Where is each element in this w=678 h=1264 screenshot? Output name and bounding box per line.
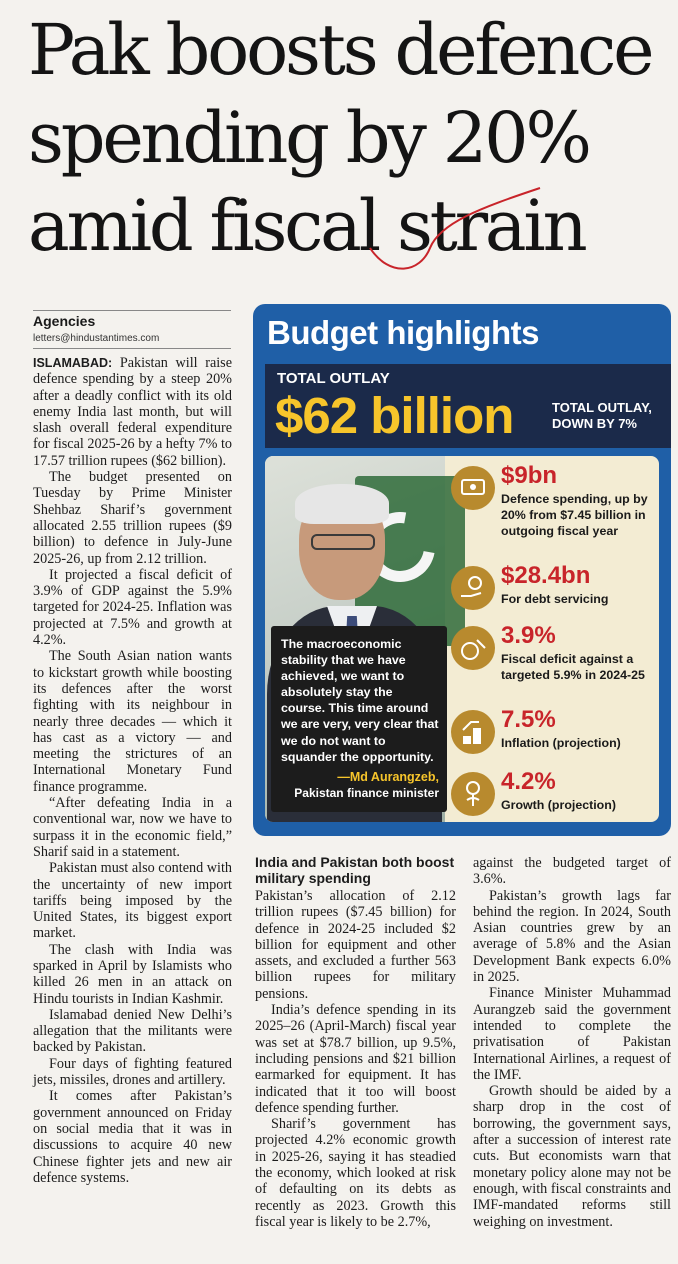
stat-description: Inflation (projection): [501, 736, 621, 750]
article-paragraph: It comes after Pakistan’s government announced on Friday on social media that it was in discussions to acquire 40 new Chinese fighter jets and new air defence systems.: [33, 1088, 232, 1186]
dateline: ISLAMABAD:: [33, 356, 113, 370]
total-outlay-label: TOTAL OUTLAY: [277, 370, 390, 387]
article-paragraph: It projected a fiscal deficit of 3.9% of GDP against the 5.9% targeted for 2024-25. Inflation was projected at 7.5% and growth at 4.2%.: [33, 566, 232, 649]
article-paragraph: India’s defence spending in its 2025–26 (April-March) fiscal year was set at $78.7 billion, up 9.5%, including pensions and $21 billion earmarked for equipment. It has indicated that it too will boost defence spending further.: [255, 1002, 456, 1116]
article-paragraph: “After defeating India in a conventional war, now we have to surpass it in the economic field,” Sharif said in a statement.: [33, 795, 232, 860]
headline-line-3: amid fiscal strain: [28, 185, 585, 267]
hand-coin-icon: [451, 566, 495, 610]
article-column-1: [33, 355, 232, 1186]
highlights-panel: [265, 456, 659, 822]
stat-description: Growth (projection): [501, 798, 616, 812]
paragraph-text: Pakistan will raise defence spending by a steep 20% after a deadly conflict with its old enemy India last month, but will slash overall federal expenditure for fiscal 2025-26 by a hefty 7% to 17.57 trillion rupees ($62 billion).: [33, 355, 233, 469]
glasses-shape: [311, 534, 375, 550]
article-paragraph: Pakistan’s growth lags far behind the region. In 2024, South Asian countries grew by an average of 5.8% and the Asian Development Bank expects 6.0% in 2025.: [473, 887, 671, 986]
article-paragraph: against the budgeted target of 3.6%.: [473, 855, 671, 888]
total-outlay-note: TOTAL OUTLAY, DOWN BY 7%: [552, 400, 652, 431]
article-paragraph: The South Asian nation wants to kickstart growth while boosting its defences after the worst fighting with its neighbour in nearly three decades — which it has cast as a victory — and meeting the strictures of an International Monetary Fund finance programme.: [33, 648, 232, 795]
stat-description: Defence spending, up by 20% from $7.45 billion in outgoing fiscal year: [501, 492, 648, 538]
headline-line-1: Pak boosts defence: [28, 9, 652, 91]
budget-title: Budget highlights: [267, 314, 539, 351]
stat-value: 7.5%: [501, 706, 556, 733]
byline: [33, 310, 231, 349]
article-paragraph: Sharif’s government has projected 4.2% economic growth in 2025-26, saying it has steadied the economy, which looked at risk of defaulting on its debts as recently as 2023. Growth this fiscal year is likely to be 2.7%,: [255, 1116, 456, 1230]
total-outlay-band: [265, 364, 671, 448]
stat-description: Fiscal deficit against a targeted 5.9% in 2024-25: [501, 652, 645, 682]
article-paragraph: Four days of fighting featured jets, missiles, drones and artillery.: [33, 1055, 232, 1089]
article-paragraph: Islamabad denied New Delhi’s allegation that the militants were backed by Pakistan.: [33, 1006, 232, 1056]
plant-coin-icon: [451, 772, 495, 816]
byline-email: letters@hindustantimes.com: [33, 333, 231, 349]
total-outlay-value: $62 billion: [275, 387, 514, 444]
quote-role: Pakistan finance minister: [294, 785, 439, 800]
stat-description: For debt servicing: [501, 592, 609, 606]
headline: [28, 6, 673, 270]
stat-value: $9bn: [501, 462, 558, 489]
article-paragraph: [33, 355, 232, 469]
headline-line-2: spending by 20%: [28, 97, 589, 179]
article-paragraph: Pakistan’s allocation of 2.12 trillion rupees ($7.45 billion) for defence in 2024-25 included $2 billion for equipment and other assets, and excluded a further 563 billion rupees for military pensions.: [255, 888, 456, 1002]
hair-shape: [295, 484, 389, 524]
stat-value: 3.9%: [501, 622, 556, 649]
article-paragraph: The clash with India was sparked in April by Islamists who killed 26 men in an attack on Hindu tourists in Indian Kashmir.: [33, 941, 232, 1007]
money-bill-icon: [451, 466, 495, 510]
stat-value: $28.4bn: [501, 562, 591, 589]
money-bag-decline-icon: [451, 626, 495, 670]
budget-highlights-box: [253, 304, 671, 836]
quote-text: The macroeconomic stability that we have achieved, we want to absolutely stay the course. This time around we are very, very clear that we do not want to squander the opportunity.: [281, 637, 439, 764]
byline-agency: Agencies: [33, 313, 96, 329]
article-paragraph: The budget presented on Tuesday by Prime Minister Shehbaz Sharif’s government allocated 2.55 trillion rupees ($9 billion) to defence in July-June 2025-26, up from 2.12 trillion.: [33, 469, 232, 567]
article-paragraph: Growth should be aided by a sharp drop in the cost of borrowing, the government says, after a succession of interest rate cuts. But economists warn that monetary policy alone may not be enough, with fiscal constraints and IMF-mandated reforms still weighing on investment.: [473, 1083, 671, 1230]
quote-attribution: —Md Aurangzeb,: [337, 769, 439, 784]
section-subhead: India and Pakistan both boost military spending: [255, 854, 455, 886]
minister-quote: [271, 626, 447, 812]
stat-value: 4.2%: [501, 768, 556, 795]
article-column-3: [473, 855, 671, 1230]
red-scribble-mark: [360, 178, 550, 278]
article-paragraph: Pakistan must also contend with the uncertainty of new import tariffs being imposed by the United States, its biggest export market.: [33, 860, 232, 942]
coin-stack-rise-icon: [451, 710, 495, 754]
article-column-2: [255, 855, 456, 1230]
article-paragraph: Finance Minister Muhammad Aurangzeb said the government intended to complete the privatisation of Pakistan International Airlines, a request of the IMF.: [473, 985, 671, 1083]
